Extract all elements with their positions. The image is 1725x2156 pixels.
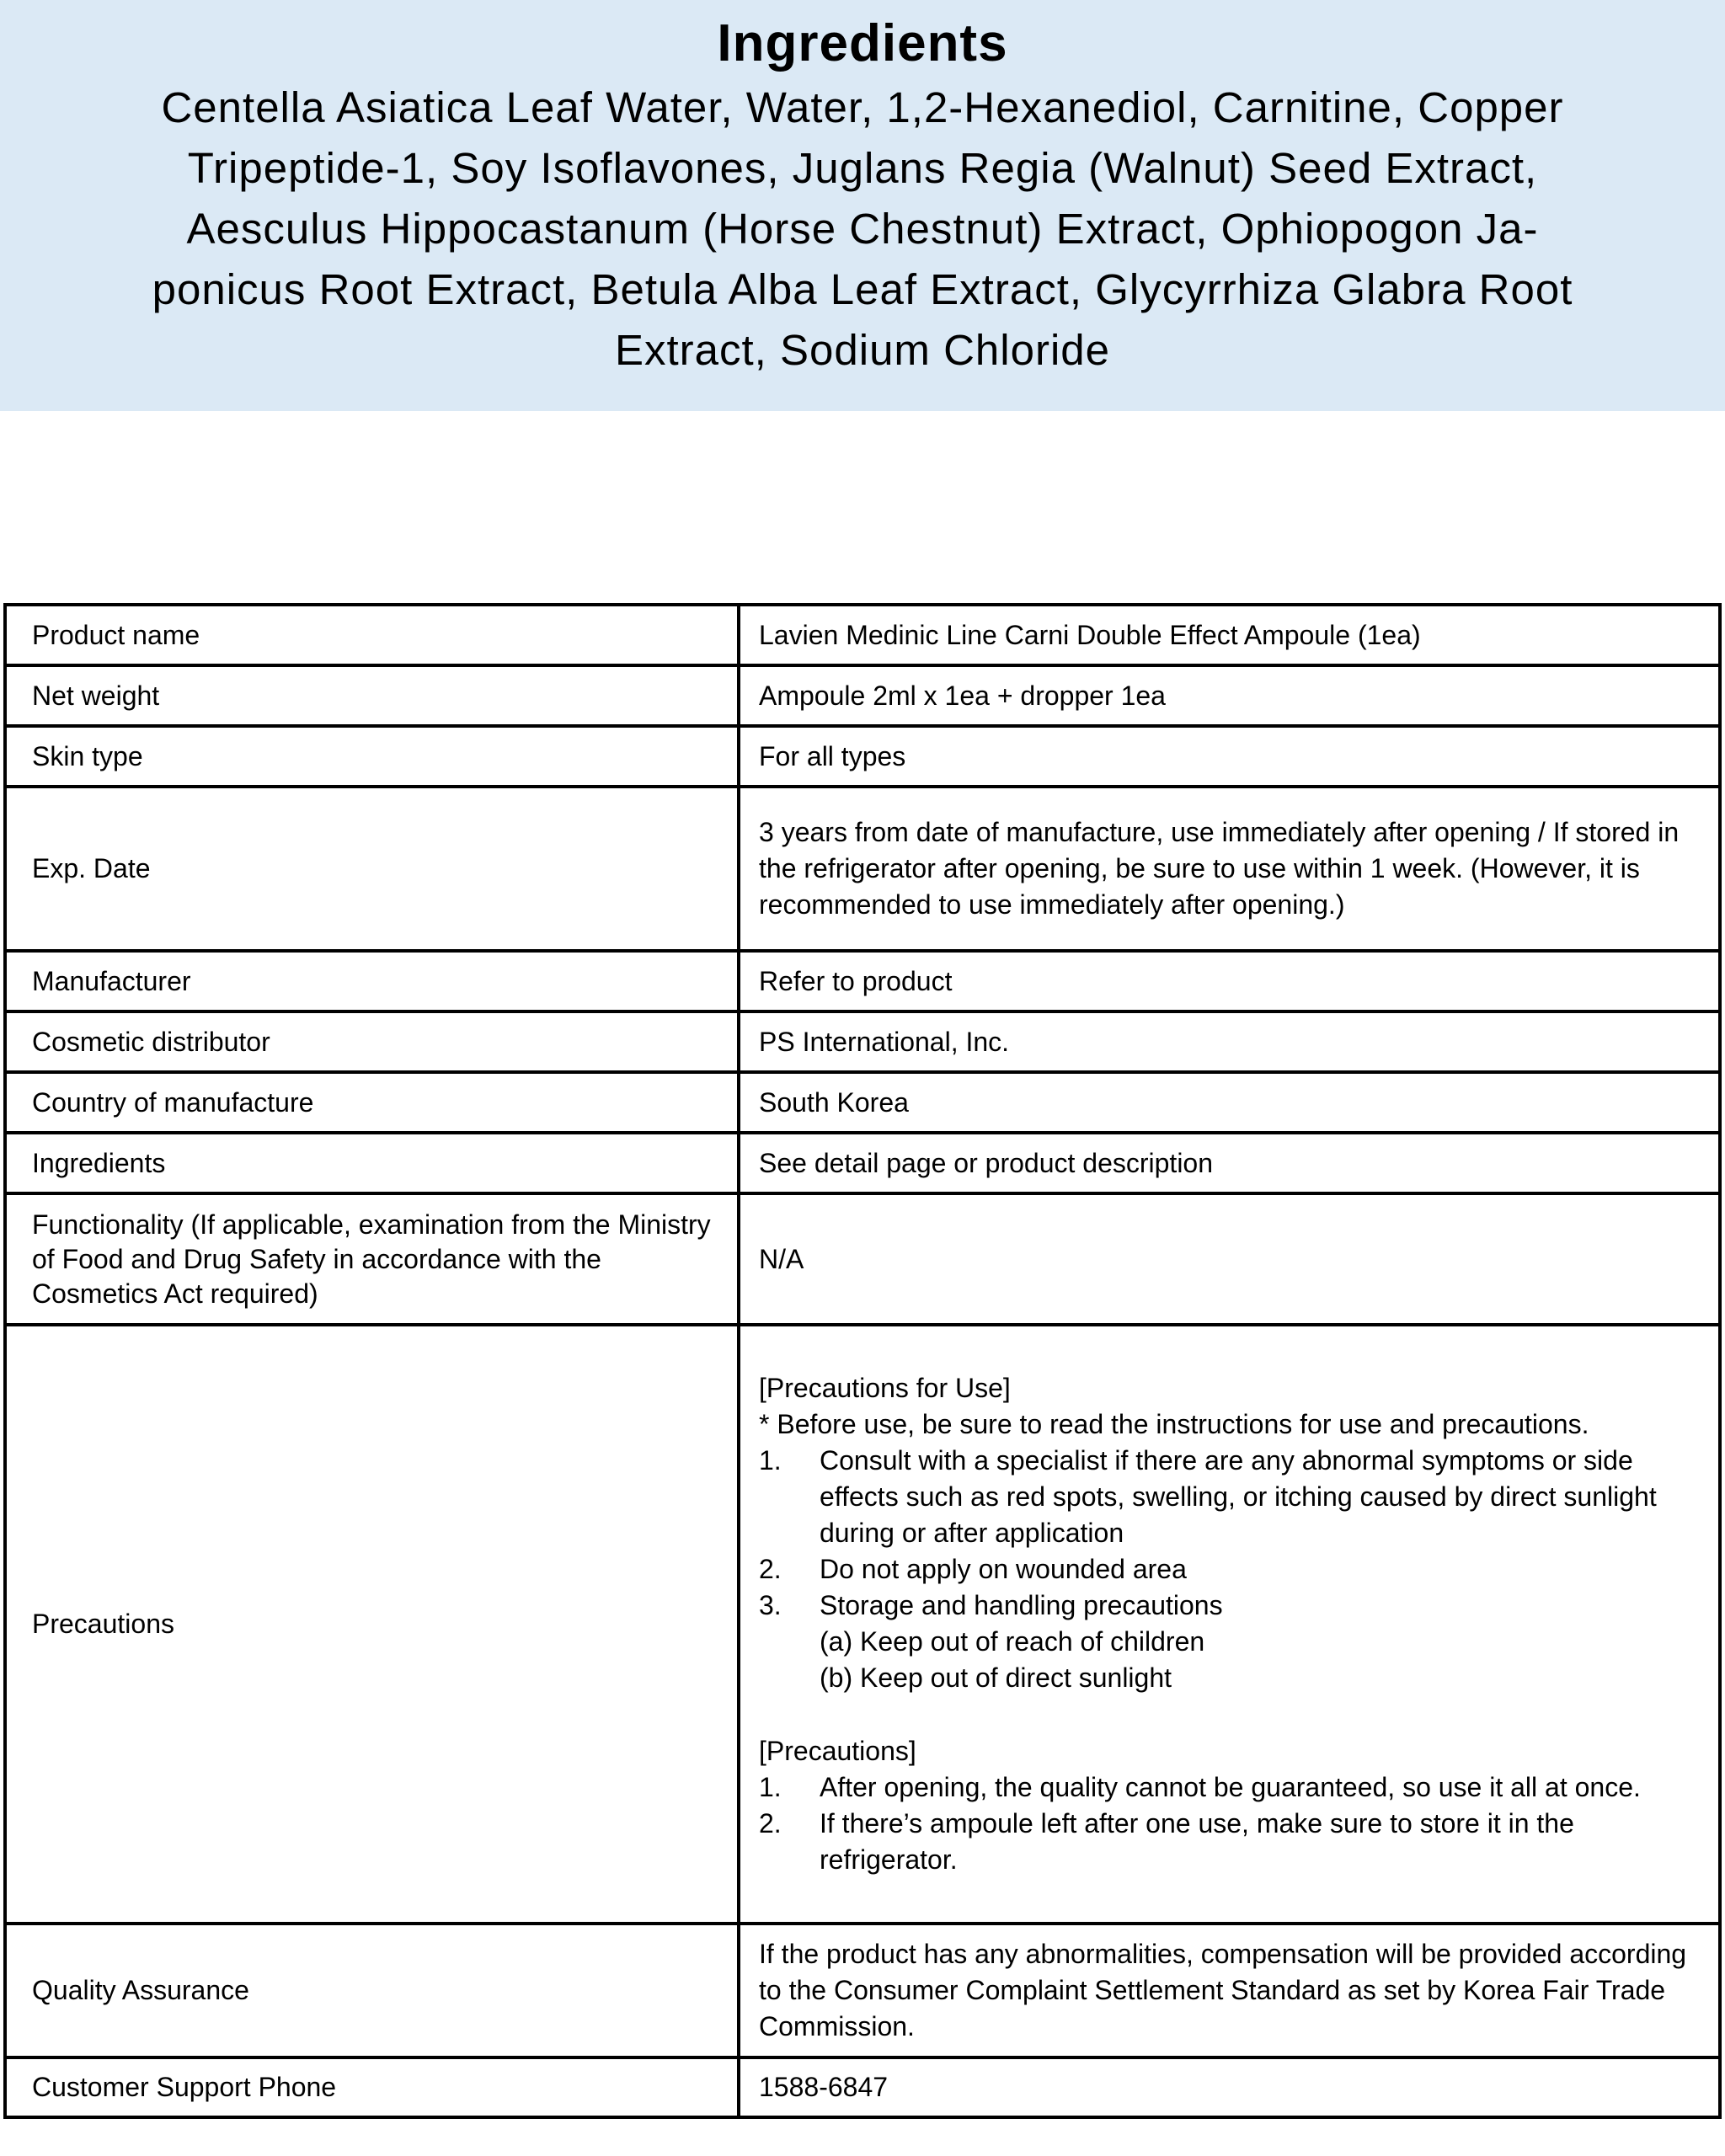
spec-value-product-name: Lavien Medinic Line Carni Double Effect Ampoule (1ea) [739, 605, 1720, 665]
spec-row-customer-support-phone [5, 2057, 1720, 2117]
spec-row-product-name [5, 605, 1720, 665]
spec-label-manufacturer: Manufacturer [5, 951, 739, 1011]
product-spec-table [3, 603, 1722, 2119]
spec-label-net-weight: Net weight [5, 665, 739, 726]
ingredients-line-5: Extract, Sodium Chloride [614, 326, 1111, 374]
spec-value-manufacturer: Refer to product [739, 951, 1720, 1011]
precaution-item-1 [759, 1443, 1690, 1551]
spec-row-manufacturer [5, 951, 1720, 1011]
precaution-item-2-number: 2. [759, 1554, 782, 1584]
precaution-item-2-text: Do not apply on wounded area [820, 1554, 1187, 1584]
precaution-subitem-a: (a) Keep out of reach of children [820, 1626, 1205, 1657]
spec-row-cosmetic-distributor [5, 1011, 1720, 1072]
precaution-item-2 [759, 1551, 1690, 1588]
spec-value-ingredients: See detail page or product description [739, 1133, 1720, 1193]
spec-label-country-of-manufacture: Country of manufacture [5, 1072, 739, 1133]
spec-row-country-of-manufacture [5, 1072, 1720, 1133]
spec-label-precautions: Precautions [5, 1325, 739, 1924]
ingredients-line-2: Tripeptide-1, Soy Isoflavones, Juglans Regia (Walnut) Seed Extract, [187, 144, 1538, 192]
precaution-subitem-b: (b) Keep out of direct sunlight [820, 1662, 1172, 1693]
precautions-heading-2: [Precautions] [759, 1736, 916, 1766]
precaution-2-item-1 [759, 1769, 1690, 1806]
precaution-2-item-2-number: 2. [759, 1808, 782, 1838]
precautions-use-heading: [Precautions for Use] [759, 1373, 1011, 1403]
spec-label-customer-support-phone: Customer Support Phone [5, 2057, 739, 2117]
spec-value-net-weight: Ampoule 2ml x 1ea + dropper 1ea [739, 665, 1720, 726]
spec-label-product-name: Product name [5, 605, 739, 665]
precaution-item-1-number: 1. [759, 1445, 782, 1476]
precaution-item-3-text: Storage and handling precautions [820, 1590, 1223, 1620]
precaution-item-3-number: 3. [759, 1590, 782, 1620]
ingredients-line-4: ponicus Root Extract, Betula Alba Leaf Extract, Glycyrrhiza Glabra Root [152, 265, 1573, 313]
spec-label-cosmetic-distributor: Cosmetic distributor [5, 1011, 739, 1072]
precaution-2-item-1-text: After opening, the quality cannot be guaranteed, so use it all at once. [820, 1772, 1641, 1802]
precaution-item-1-text: Consult with a specialist if there are any abnormal symptoms or side effects such as red spots, swelling, or itching caused by direct sunlight during or after application [820, 1445, 1657, 1548]
precaution-item-3 [759, 1588, 1690, 1624]
spec-value-skin-type: For all types [739, 726, 1720, 787]
spec-row-precautions [5, 1325, 1720, 1924]
spec-value-precautions [739, 1325, 1720, 1924]
precaution-2-item-2-text: If there’s ampoule left after one use, make sure to store it in the refrigerator. [820, 1808, 1574, 1875]
ingredients-line-1: Centella Asiatica Leaf Water, Water, 1,2-Hexanediol, Carnitine, Copper [161, 83, 1564, 131]
ingredients-header [0, 0, 1725, 411]
spec-value-country-of-manufacture: South Korea [739, 1072, 1720, 1133]
spec-value-exp-date: 3 years from date of manufacture, use immediately after opening / If stored in the refrigerator after opening, be sure to use within 1 week. (However, it is recommended to use immediately after opening.) [739, 787, 1720, 951]
precaution-2-item-1-number: 1. [759, 1772, 782, 1802]
spec-value-customer-support-phone: 1588-6847 [739, 2057, 1720, 2117]
spec-value-cosmetic-distributor: PS International, Inc. [739, 1011, 1720, 1072]
ingredients-title: Ingredients [717, 14, 1008, 72]
spec-row-ingredients [5, 1133, 1720, 1193]
spec-label-ingredients: Ingredients [5, 1133, 739, 1193]
spec-label-exp-date: Exp. Date [5, 787, 739, 951]
spec-label-skin-type: Skin type [5, 726, 739, 787]
ingredients-line-3: Aesculus Hippocastanum (Horse Chestnut) Extract, Ophiopogon Ja- [186, 205, 1539, 253]
spec-value-functionality: N/A [739, 1193, 1720, 1325]
spec-row-functionality [5, 1193, 1720, 1325]
precaution-2-item-2 [759, 1806, 1690, 1878]
spec-label-functionality: Functionality (If applicable, examination from the Ministry of Food and Drug Safety in accordance with the Cosmetics Act required) [5, 1193, 739, 1325]
spec-row-exp-date [5, 787, 1720, 951]
spec-row-skin-type [5, 726, 1720, 787]
spec-row-quality-assurance [5, 1924, 1720, 2057]
spec-value-quality-assurance: If the product has any abnormalities, compensation will be provided according to the Consumer Complaint Settlement Standard as set by Korea Fair Trade Commission. [739, 1924, 1720, 2057]
spec-label-quality-assurance: Quality Assurance [5, 1924, 739, 2057]
spec-row-net-weight [5, 665, 1720, 726]
precautions-use-note: * Before use, be sure to read the instructions for use and precautions. [759, 1409, 1589, 1439]
